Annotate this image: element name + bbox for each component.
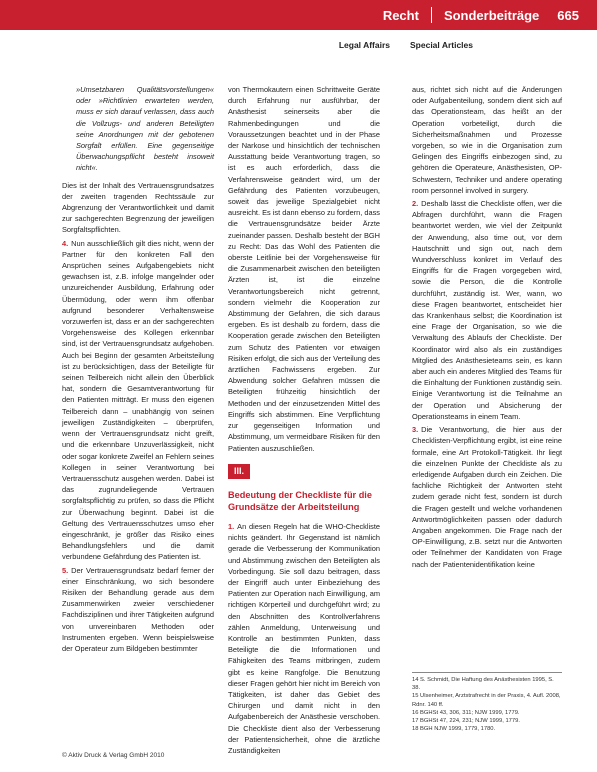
footnote: 16 BGHSt 43, 306, 311; NJW 1999, 1779. [412,709,520,716]
footnotes [412,672,562,733]
subheader-right: Special Articles [410,40,473,50]
paragraph-text: Deshalb lässt die Checkliste offen, wer die Abfragen durchführt, wann die Fragen beantwortet werden, wie viel der Zeitpunkt der Anwendung, also time out, vor dem Hautschnitt und sign out, nach dem Wundverschluss konkret im Verlauf des Eingriffs für die Fragen vorgegeben wird, sowie die Person, die die Kontrolle durchführt, zuständig ist. Wer, wann, wo diese Fragen beantwortet, entscheidet hier das Krankenhaus selbst; die Koordination ist eine Frage der Organisation, so wie die Verwaltung des Ablaufs der Checkliste. Der Koordinator wird also als ein zuständiges Mitglied des Anästhesieteams sein, es kann aber auch ein anderes Mitglied des Teams für die Einhaltung der Funktionen zuständig sein. Einige Verantwortung ist die Teilnahme an der Operation und Absicherung der Operationsteams in einem Team. [412,199,562,421]
page-footer: © Aktiv Druck & Verlag GmbH 2010 [62,752,165,759]
paragraph [62,238,214,563]
paragraph-number: 1. [228,521,235,531]
footnote: 18 BGH NJW 1999, 1779, 1780. [412,726,496,733]
column-3 [412,84,562,572]
section-subheader [0,40,597,54]
paragraph-text: Die Verantwortung, die hier aus der Checklisten-Verpflichtung ergibt, ist eine reine formale, eine Art Protokoll-Tätigkeit. Ihr liegt die einzelnen Punkte der Checkliste als zu erledigende Aufgaben durch ein Zeichen. Die fachliche Richtigkeit der Antworten steht zudem gerade nicht fest, sondern ist durch die Fragen gestellt und welche vorhandenen Antwortmöglichkeiten passen oder dadurch Angaben angekommen. Die Frage nach der OP-Einwilligung, z.B. setzt nur die Antworten oder Teilnehmer der Kandidaten von Frage nach der Patientenidentifikation keine [412,425,562,569]
paragraph-number: 4. [62,238,69,248]
paragraph-number: 3. [412,425,419,435]
section-number-badge: III. [228,464,250,479]
paragraph [412,198,562,422]
paragraph [62,565,214,655]
header-separator [431,7,432,23]
subheader-left: Legal Affairs [338,40,390,50]
paragraph-text: Der Vertrauensgrundsatz bedarf ferner der einer Einschränkung, wo sich besondere Risiken der Behandlung gerade aus dem Zusammenwirken zweier verschiedener Fachdisziplinen und ihrer Tätigkeiten aufgrund von unvereinbaren Methoden oder Instrumenten ergeben. Wenn beispielsweise der Operateur zum Bildgeben bestimmter [62,565,214,653]
paragraph-number: 2. [412,199,419,209]
column-2 [228,84,380,758]
paragraph: Dies ist der Inhalt des Vertrauensgrundsatzes der zweiten tragenden Rechtssäule zur Abgrenzung der Verantwortlichkeit und damit zur sachgerechten Begrenzung der jeweiligen Sorgfaltspflichten. [62,180,214,235]
paragraph [228,521,380,756]
paragraph-text: An diesen Regeln hat die WHO-Checkliste nichts geändert. Ihr Gegenstand ist nämlich gerade die Verbesserung der Kommunikation und Abstimmung zwischen den Beteiligten als Vorbedingung. Sie soll dazu beitragen, dass der Eingriff auch unter Einbeziehung des Patienten zur Operation nach Einwilligung, am richtigen Körperteil und durchgeführt wird; zu den Abschnitten des Kontrollverfahrens zählen Anmeldung, Unterweisung und Kontrolle an bestimmten Punkten, dass Beteiligte die die Informationen und Fähigkeiten des Teams mitbringen, zudem gibt es keine Rangfolge. Die Benutzung dieser Fragen gehört hier nicht im Bereich von Tätigkeiten, ist daher das Gebiet des Chirurgen und damit nicht in den Aufgabenbereich der Anästhesie verschoben. Die Checkliste dient also der Verbesserung der Patientensicherheit, ohne die ärztliche Zuständigkeiten [228,521,380,755]
page-header-bar [0,0,597,30]
paragraph-number: 5. [62,565,69,575]
paragraph: von Thermokautern einen Schrittweite Geräte durch Erfahrung nur ausführbar, der Anästhesist seinerseits aber die Rahmenbedingungen und die Voraussetzungen beachtet und in der Phase der Narkose und hinsichtlich der technischen Ausstattung beide Verantwortung tragen, so ist es auch erforderlich, dass die Verfahrensweise geändert wird, um der Gefährdung des Patienten vorzubeugen, soweit das jeweilige Spezialgebiet nicht ausreicht. Es ist dann ebenso zu fordern, dass die Vertrauensgrundsätze beider Ärzte zueinander passen. Deshalb besteht der BGH zu Recht: Das das Wohl des Patienten die oberste Leitlinie bei der Vorgehensweise für die Zusammenarbeit zwischen den beteiligten Ärzten ist, ist die einzelne Verantwortungsbereich nicht getrennt, sondern vielmehr die Kooperation zur Abstimmung der Gefahren, die sich daraus ergeben. Es ist deshalb zu fordern, dass die Kooperation gerade zwischen den Beteiligten zum Schutz des Patienten vor etwaigen Risiken erfolgt, die sich aus der Verteilung des ärztlichen Fachwissens ergeben. Zur Abwendung solcher Gefahren müssen die Beteiligten frühzeitig hinsichtlich der Methoden und der einzusetzenden Mittel des Eingriffs sich abstimmen. Eine Verpflichtung zur gegenseitigen Information und Abstimmung, um vermeidbare Risiken für den Patienten auszuschließen. [228,85,381,453]
header-rubric: Recht [382,7,419,23]
section-title: Bedeutung der Checkliste für die Grundsätze der Arbeitsteilung [228,489,372,512]
paragraph: aus, richtet sich nicht auf die Änderungen oder Aufgabenteilung, sondern dient sich auf das Operationsteam, das heißt an der Operation vorbeteiligt, durch die Sicherheitsmaßnahmen und Prozesse vorgeben, so wie in die Organisation zum Gelingen des Eingriffs einbezogen sind, zu gehören die Operateure, Anästhesisten, OP-Schwestern, Techniker und andere operating room personnel involved in surgery. [412,85,562,195]
header-topic: Sonderbeiträge [443,7,540,23]
footnote: 14 S. Schmidt, Die Haftung des Anästhesisten 1995, S. 38. [412,677,554,692]
page-number: 665 [557,7,579,23]
paragraph-text: Nun ausschließlich gilt dies nicht, wenn der Partner für den konkreten Fall den Ansprüchen seines Aufgabengebiets nicht gewachsen ist, z.B. infolge mangelnder oder unzureichender Ausbildung, Erfahrung oder Übermüdung, oder wenn ihm offenbar aufgrund besonderer Verhaltensweise vorzuwerfen ist, dass er an der sachgerechten Vorgehensweise des Kollegen erkennbar sind, ist der Vertrauensgrundsatz aufgehoben. Auch bei Beginn der gesamten Arbeitsteilung ist zu berücksichtigen, dass der Beteiligte für seinen Teilbereich nicht allein den Überblick hat, sondern die Gesamtverantwortung für den Patienten mitträgt. Er muss den eigenen Teilbereich dann – unabhängig von seinen jeweiligen Zuständigkeiten – überprüfen, wenn der Vertrauensgrundsatz nicht greift, und die erkennbare Unzuverlässigkeit, nicht oder sogar konkrete Zweifel an Fehlern seines Kollegen in seiner Verantwortung bei Vertrauensschutz ausgehen werden. Dabei ist das zugrundeliegende Vertrauen sorgfaltspflichtig zu prüfen, so dass die Pflicht zur Überwachung beginnt. Dabei ist die Geltung des Vertrauensschutzes umso eher eingeschränkt, je größer das Risiko eines Behandlungsfehlers und die damit verbundene Gefährdung des Patienten ist. [62,238,214,562]
paragraph [412,424,562,570]
block-quote: »Umsetzbaren Qualitätsvorstellungen« oder »Richtlinien erwarteten werden, muss er sich darauf verlassen, dass auch die Vollzugs- und anderen Beteiligten seine Anordnungen mit der gebotenen Sorgfalt erfüllen. Eine gegenseitige Überwachungspflicht besteht insoweit nicht«. [76,85,214,173]
footnote: 15 Ulsenheimer, Arztstrafrecht in der Praxis, 4. Aufl. 2008, Rdnr. 140 ff. [412,693,561,708]
column-1 [62,84,214,656]
footnote: 17 BGHSt 47, 224, 231; NJW 1999, 1779. [412,718,520,725]
